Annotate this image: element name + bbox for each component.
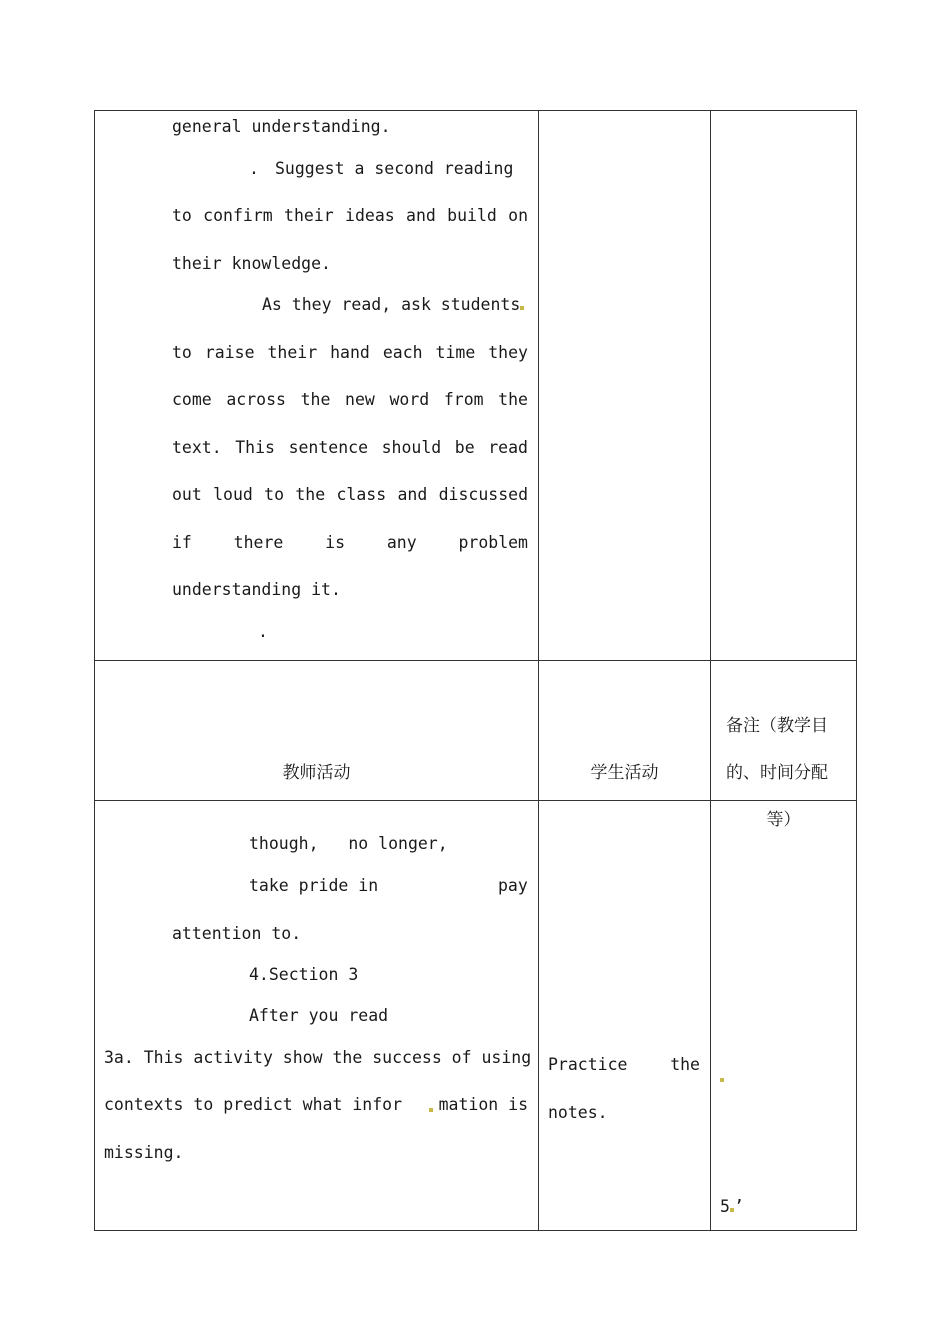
text-line: their knowledge.: [172, 254, 331, 273]
revision-mark: [520, 306, 524, 310]
time-allocation: [720, 1197, 744, 1217]
lesson-plan-table: [94, 110, 857, 1231]
header-label: 学生活动: [590, 763, 659, 783]
text-line: [275, 159, 528, 179]
header-label: 备注（教学目: [726, 716, 828, 736]
table-header-row: [95, 661, 857, 801]
table-row: [95, 801, 857, 1231]
text-line-content: contexts to predict what infor: [104, 1095, 403, 1114]
text-line: 3a. This activity show the success of using: [104, 1048, 532, 1067]
time-unit: ’: [733, 1197, 744, 1216]
text-line: [104, 1095, 528, 1115]
revision-mark: [429, 1108, 433, 1112]
text-line: missing.: [104, 1143, 184, 1162]
text-line: notes.: [548, 1103, 608, 1122]
text-line: Suggest a second reading: [275, 159, 514, 178]
header-label: 等）: [766, 810, 801, 830]
teacher-activity-cell: [95, 801, 539, 1231]
student-activity-cell: [539, 801, 711, 1231]
header-teacher-activity: [95, 661, 539, 801]
text-line: [548, 1055, 700, 1075]
text-line: .: [249, 159, 259, 178]
notes-cell: [711, 801, 857, 1231]
header-student-activity: [539, 661, 711, 801]
text-line: to raise their hand each time they: [172, 343, 528, 362]
text-line: though, no longer,: [249, 834, 448, 853]
text-line: After you read: [249, 1006, 389, 1025]
text-line: to confirm their ideas and build on: [172, 206, 528, 225]
text-line: [262, 295, 524, 315]
text-line: text. This sentence should be read: [172, 438, 528, 457]
text-line-content: As they read, ask students: [262, 295, 521, 314]
text-line-content: mation is: [438, 1095, 528, 1114]
text-line: .: [258, 622, 268, 641]
student-activity-cell: [539, 111, 711, 661]
text-line: out loud to the class and discussed: [172, 485, 528, 504]
revision-mark: [720, 1078, 724, 1082]
header-label: 教师活动: [282, 763, 351, 783]
table-row: [95, 111, 857, 661]
time-value: 5: [720, 1197, 730, 1216]
text-line: understanding it.: [172, 580, 341, 599]
text-line-content: Practice: [548, 1055, 628, 1074]
text-line: take pride in: [249, 876, 379, 895]
text-line: pay: [498, 876, 528, 895]
header-notes: [711, 661, 857, 830]
text-line: 4.Section 3: [249, 965, 359, 984]
text-line-content: the: [670, 1055, 700, 1074]
text-line: general understanding.: [172, 117, 391, 136]
notes-cell: [711, 111, 857, 661]
header-label: 的、时间分配: [726, 763, 828, 783]
text-line: attention to.: [172, 924, 302, 943]
text-line: if there is any problem: [172, 533, 528, 552]
teacher-activity-cell: [95, 111, 539, 661]
text-line: come across the new word from the: [172, 390, 528, 409]
